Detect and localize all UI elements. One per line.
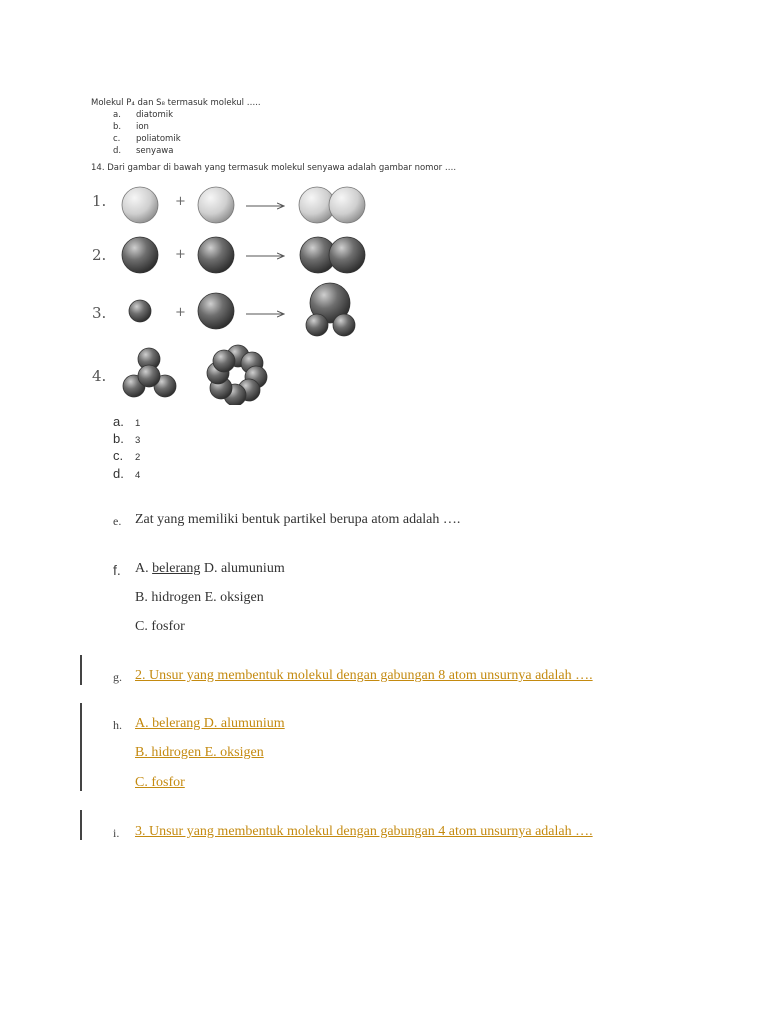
item-h-letter: h. (113, 718, 122, 732)
q13-option-a: a. diatomik (113, 110, 174, 120)
molecule-figure (110, 175, 410, 405)
dark-atom (198, 293, 234, 329)
molecule-atom (329, 187, 365, 223)
dark-atom (122, 237, 158, 273)
item-f-line3: C. fosfor (135, 619, 185, 634)
q14-option-b: b. 3 (113, 431, 141, 446)
row4-molecules (123, 345, 267, 405)
plus-sign-2: + (175, 247, 186, 262)
q14-option-d: d. 4 (113, 466, 141, 481)
item-h-line3: C. fosfor (135, 775, 185, 790)
item-g-text: 2. Unsur yang membentuk molekul dengan gabungan 8 atom unsurnya adalah …. (135, 668, 593, 683)
item-h-line2: B. hidrogen E. oksigen (135, 745, 264, 760)
q13-option-d: d. senyawa (113, 146, 174, 156)
item-e-text: Zat yang memiliki bentuk partikel berupa atom adalah …. (135, 512, 461, 527)
q14-option-a: a. 1 (113, 414, 141, 429)
figure-row-label-4: 4. (92, 367, 107, 385)
dark-atom (198, 237, 234, 273)
item-f-letter: f. (113, 562, 121, 578)
row2-reaction (122, 237, 365, 273)
underlined-word: belerang (152, 561, 201, 576)
small-atom (129, 300, 151, 322)
item-i-text: 3. Unsur yang membentuk molekul dengan gabungan 4 atom unsurnya adalah …. (135, 824, 593, 839)
molecule-small-atom (333, 314, 355, 336)
q13-option-c: c. poliatomik (113, 134, 181, 144)
figure-row-label-2: 2. (92, 246, 107, 264)
item-g-letter: g. (113, 670, 122, 684)
row3-reaction (129, 283, 355, 336)
change-bar (80, 810, 82, 840)
figure-row-label-1: 1. (92, 192, 107, 210)
change-bar (80, 655, 82, 685)
item-i-letter: i. (113, 826, 120, 840)
item-e-letter: e. (113, 514, 122, 528)
row1-reaction (122, 187, 365, 223)
q13-stem: Molekul P₄ dan S₈ termasuk molekul ….. (91, 98, 261, 108)
item-h-line1: A. belerang D. alumunium (135, 716, 285, 731)
molecule-small-atom (306, 314, 328, 336)
item-f-line1: A. belerang D. alumunium (135, 561, 285, 576)
q13-option-b: b. ion (113, 122, 149, 132)
item-f-line2: B. hidrogen E. oksigen (135, 590, 264, 605)
molecule-atom (329, 237, 365, 273)
change-bar (80, 703, 82, 791)
light-atom (122, 187, 158, 223)
light-atom (198, 187, 234, 223)
q14-stem: 14. Dari gambar di bawah yang termasuk molekul senyawa adalah gambar nomor …. (91, 163, 457, 173)
s8-atom (213, 350, 235, 372)
plus-sign-3: + (175, 305, 186, 320)
s8-ring-center (233, 372, 241, 380)
q14-option-c: c. 2 (113, 448, 141, 463)
plus-sign-1: + (175, 194, 186, 209)
p4-atom (138, 365, 160, 387)
figure-row-label-3: 3. (92, 304, 107, 322)
